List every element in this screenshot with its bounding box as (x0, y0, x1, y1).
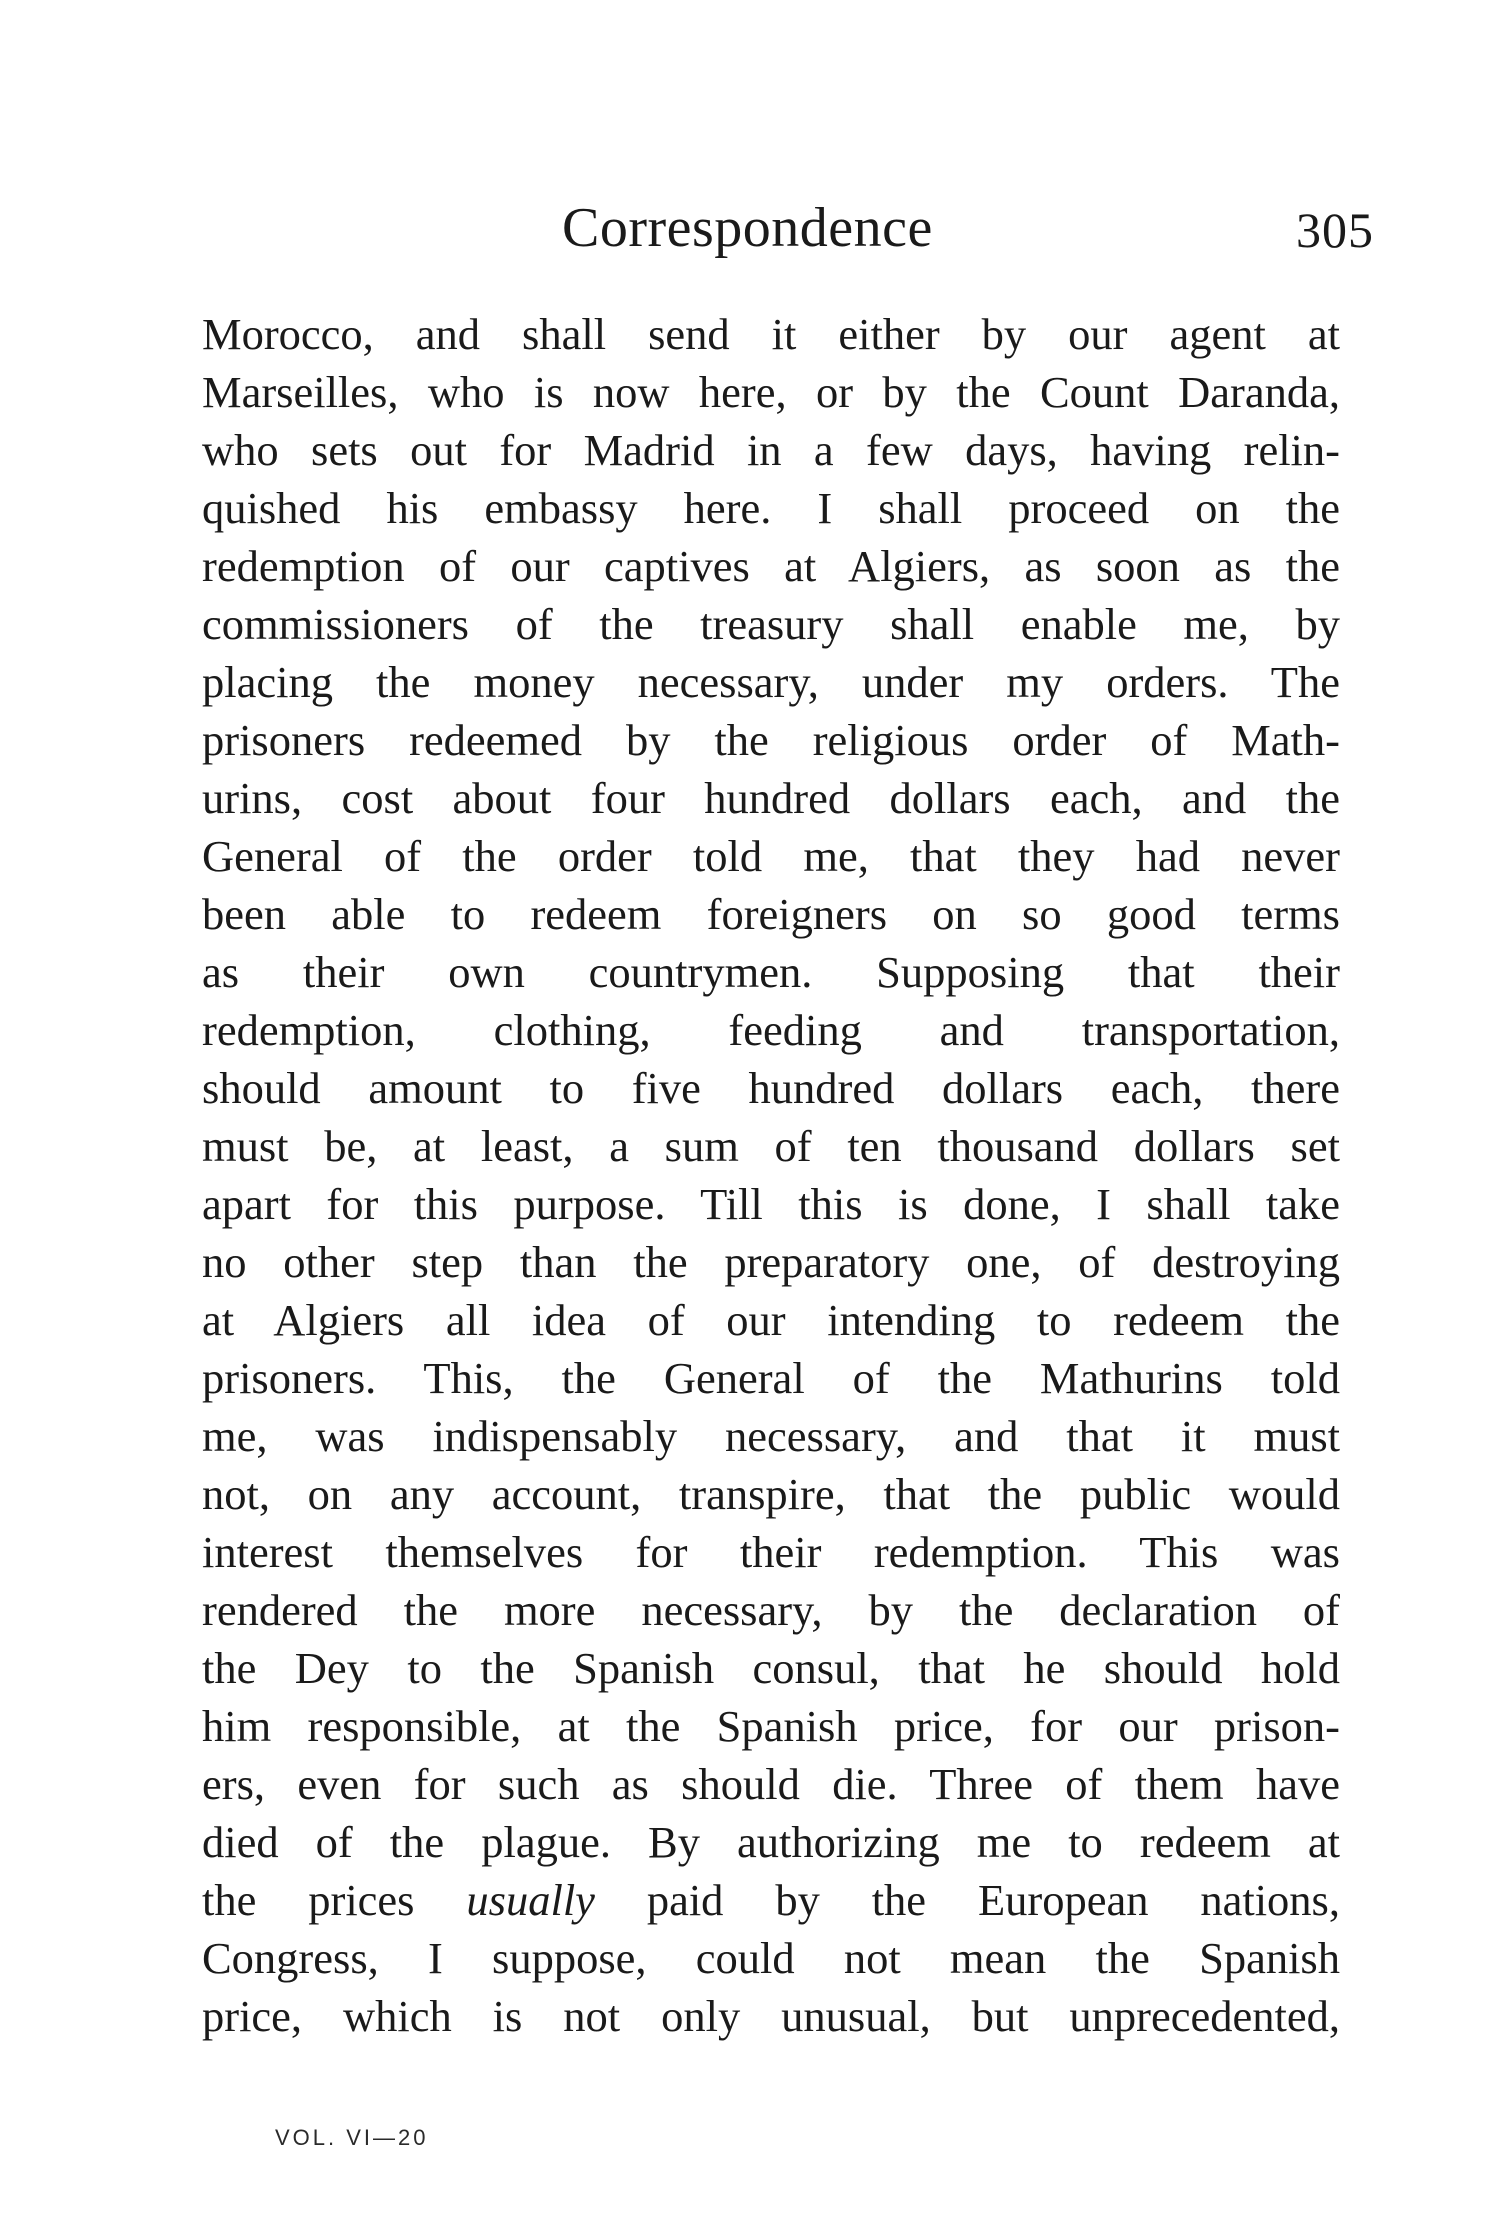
text-line: who sets out for Madrid in a few days, having relin- (202, 425, 1340, 475)
text-line: must be, at least, a sum of ten thousand dollars set (202, 1121, 1340, 1171)
text-line: price, which is not only unusual, but unprecedented, (202, 1991, 1340, 2041)
text-line: me, was indispensably necessary, and that it must (202, 1411, 1340, 1461)
line-28-after: paid by the European nations, (594, 1875, 1340, 1925)
text-line: no other step than the preparatory one, of destroying (202, 1237, 1340, 1287)
page-title: Correspondence (562, 197, 933, 259)
text-line: rendered the more necessary, by the declaration of (202, 1585, 1340, 1635)
text-line: General of the order told me, that they had never (202, 831, 1340, 881)
text-line: prisoners. This, the General of the Mathurins told (202, 1353, 1340, 1403)
page-number: 305 (1296, 202, 1374, 258)
text-line: quished his embassy here. I shall proceed on the (202, 483, 1340, 533)
text-line: apart for this purpose. Till this is done, I shall take (202, 1179, 1340, 1229)
text-line-with-emphasis (202, 1871, 1340, 1929)
text-line: ers, even for such as should die. Three of them have (202, 1759, 1340, 1809)
text-line: prisoners redeemed by the religious order of Math- (202, 715, 1340, 765)
line-28-before: the prices (202, 1875, 467, 1925)
text-line: at Algiers all idea of our intending to redeem the (202, 1295, 1340, 1345)
text-line: as their own countrymen. Supposing that their (202, 947, 1340, 997)
text-line: redemption, clothing, feeding and transportation, (202, 1005, 1340, 1055)
text-line: Morocco, and shall send it either by our agent at (202, 309, 1340, 359)
text-line: should amount to five hundred dollars each, there (202, 1063, 1340, 1113)
running-head (0, 193, 1510, 263)
text-line: Congress, I suppose, could not mean the Spanish (202, 1933, 1340, 1983)
text-line: Marseilles, who is now here, or by the Count Daranda, (202, 367, 1340, 417)
text-line: placing the money necessary, under my orders. The (202, 657, 1340, 707)
volume-signature: VOL. VI—20 (275, 2125, 429, 2150)
text-line: been able to redeem foreigners on so good terms (202, 889, 1340, 939)
body-text (202, 305, 1340, 2045)
text-line: redemption of our captives at Algiers, as soon as the (202, 541, 1340, 591)
text-line: him responsible, at the Spanish price, for our prison- (202, 1701, 1340, 1751)
text-line: not, on any account, transpire, that the public would (202, 1469, 1340, 1519)
italic-emphasis: usually (466, 1875, 595, 1925)
text-line: urins, cost about four hundred dollars each, and the (202, 773, 1340, 823)
text-line: the Dey to the Spanish consul, that he should hold (202, 1643, 1340, 1693)
text-line: interest themselves for their redemption. This was (202, 1527, 1340, 1577)
text-line: died of the plague. By authorizing me to redeem at (202, 1817, 1340, 1867)
text-line: commissioners of the treasury shall enable me, by (202, 599, 1340, 649)
